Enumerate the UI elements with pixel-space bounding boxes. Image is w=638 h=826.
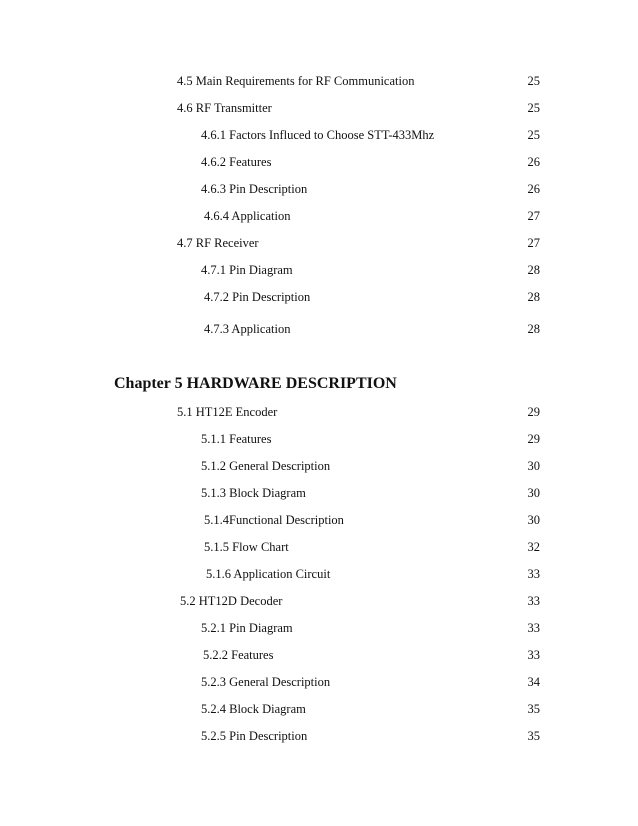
toc-entry-page: 29	[527, 405, 540, 419]
toc-entry-page: 26	[527, 182, 540, 196]
toc-entry-page: 30	[527, 459, 540, 473]
toc-entry-page: 30	[527, 486, 540, 500]
toc-entry	[0, 207, 638, 225]
toc-entry-page: 29	[527, 432, 540, 446]
toc-entry-page: 25	[527, 74, 540, 88]
toc-entry	[0, 288, 638, 306]
toc-entry	[0, 72, 638, 90]
toc-entry-page: 33	[527, 594, 540, 608]
toc-entry-page: 25	[527, 101, 540, 115]
toc-entry-page: 28	[527, 290, 540, 304]
toc-entry-label: 4.6.1 Factors Influced to Choose STT-433Mhz	[201, 128, 435, 142]
toc-entry	[0, 457, 638, 475]
toc-entry-label: 5.1.1 Features	[201, 432, 272, 446]
toc-entry-label: 5.2.1 Pin Diagram	[201, 621, 293, 635]
toc-entry-page: 30	[527, 513, 540, 527]
toc-entry-page: 25	[527, 128, 540, 142]
toc-entry-label: 5.2.4 Block Diagram	[201, 702, 306, 716]
toc-entry-page: 34	[527, 675, 540, 689]
toc-entry-label: 5.1.6 Application Circuit	[206, 567, 331, 581]
toc-entry-label: 4.7.2 Pin Description	[204, 290, 311, 304]
toc-entry	[0, 538, 638, 556]
toc-entry-label: 5.2.3 General Description	[201, 675, 331, 689]
toc-entry-page: 32	[527, 540, 540, 554]
toc-entry	[0, 565, 638, 583]
toc-entry-label: 4.7 RF Receiver	[177, 236, 259, 250]
toc-entry-label: 4.5 Main Requirements for RF Communication	[177, 74, 415, 88]
toc-entry	[0, 320, 638, 338]
toc-entry	[0, 99, 638, 117]
toc-entry	[0, 511, 638, 529]
toc-entry-label: 5.1.4Functional Description	[204, 513, 344, 527]
toc-entry	[0, 403, 638, 421]
toc-entry-label: 4.6.2 Features	[201, 155, 272, 169]
toc-entry	[0, 646, 638, 664]
toc-entry-page: 26	[527, 155, 540, 169]
toc-entry-label: 5.2.5 Pin Description	[201, 729, 308, 743]
toc-entry	[0, 592, 638, 610]
toc-entry-label: 5.1 HT12E Encoder	[177, 405, 278, 419]
toc-entry	[0, 153, 638, 171]
toc-entry-page: 27	[527, 209, 540, 223]
toc-entry-label: 5.1.3 Block Diagram	[201, 486, 306, 500]
toc-entry-label: 5.1.5 Flow Chart	[204, 540, 289, 554]
toc-entry	[0, 619, 638, 637]
toc-entry-page: 35	[527, 729, 540, 743]
toc-entry-page: 35	[527, 702, 540, 716]
toc-entry-label: 4.7.1 Pin Diagram	[201, 263, 293, 277]
toc-entry-label: 5.2 HT12D Decoder	[180, 594, 283, 608]
toc-entry	[0, 126, 638, 144]
chapter-heading: Chapter 5 HARDWARE DESCRIPTION	[114, 375, 397, 392]
toc-entry	[0, 180, 638, 198]
toc-entry-page: 28	[527, 263, 540, 277]
toc-entry-page: 33	[527, 648, 540, 662]
toc-entry	[0, 261, 638, 279]
toc-entry	[0, 700, 638, 718]
toc-entry-page: 27	[527, 236, 540, 250]
toc-entry-label: 5.2.2 Features	[203, 648, 274, 662]
toc-entry-label: 4.6.3 Pin Description	[201, 182, 308, 196]
toc-entry	[0, 727, 638, 745]
toc-entry	[0, 430, 638, 448]
toc-entry-label: 4.6.4 Application	[204, 209, 291, 223]
toc-entry-page: 33	[527, 567, 540, 581]
toc-entry	[0, 234, 638, 252]
toc-entry	[0, 673, 638, 691]
toc-entry-page: 28	[527, 322, 540, 336]
toc-entry	[0, 484, 638, 502]
toc-entry-label: 4.7.3 Application	[204, 322, 291, 336]
toc-entry-page: 33	[527, 621, 540, 635]
toc-entry-label: 4.6 RF Transmitter	[177, 101, 272, 115]
toc-entry-label: 5.1.2 General Description	[201, 459, 331, 473]
